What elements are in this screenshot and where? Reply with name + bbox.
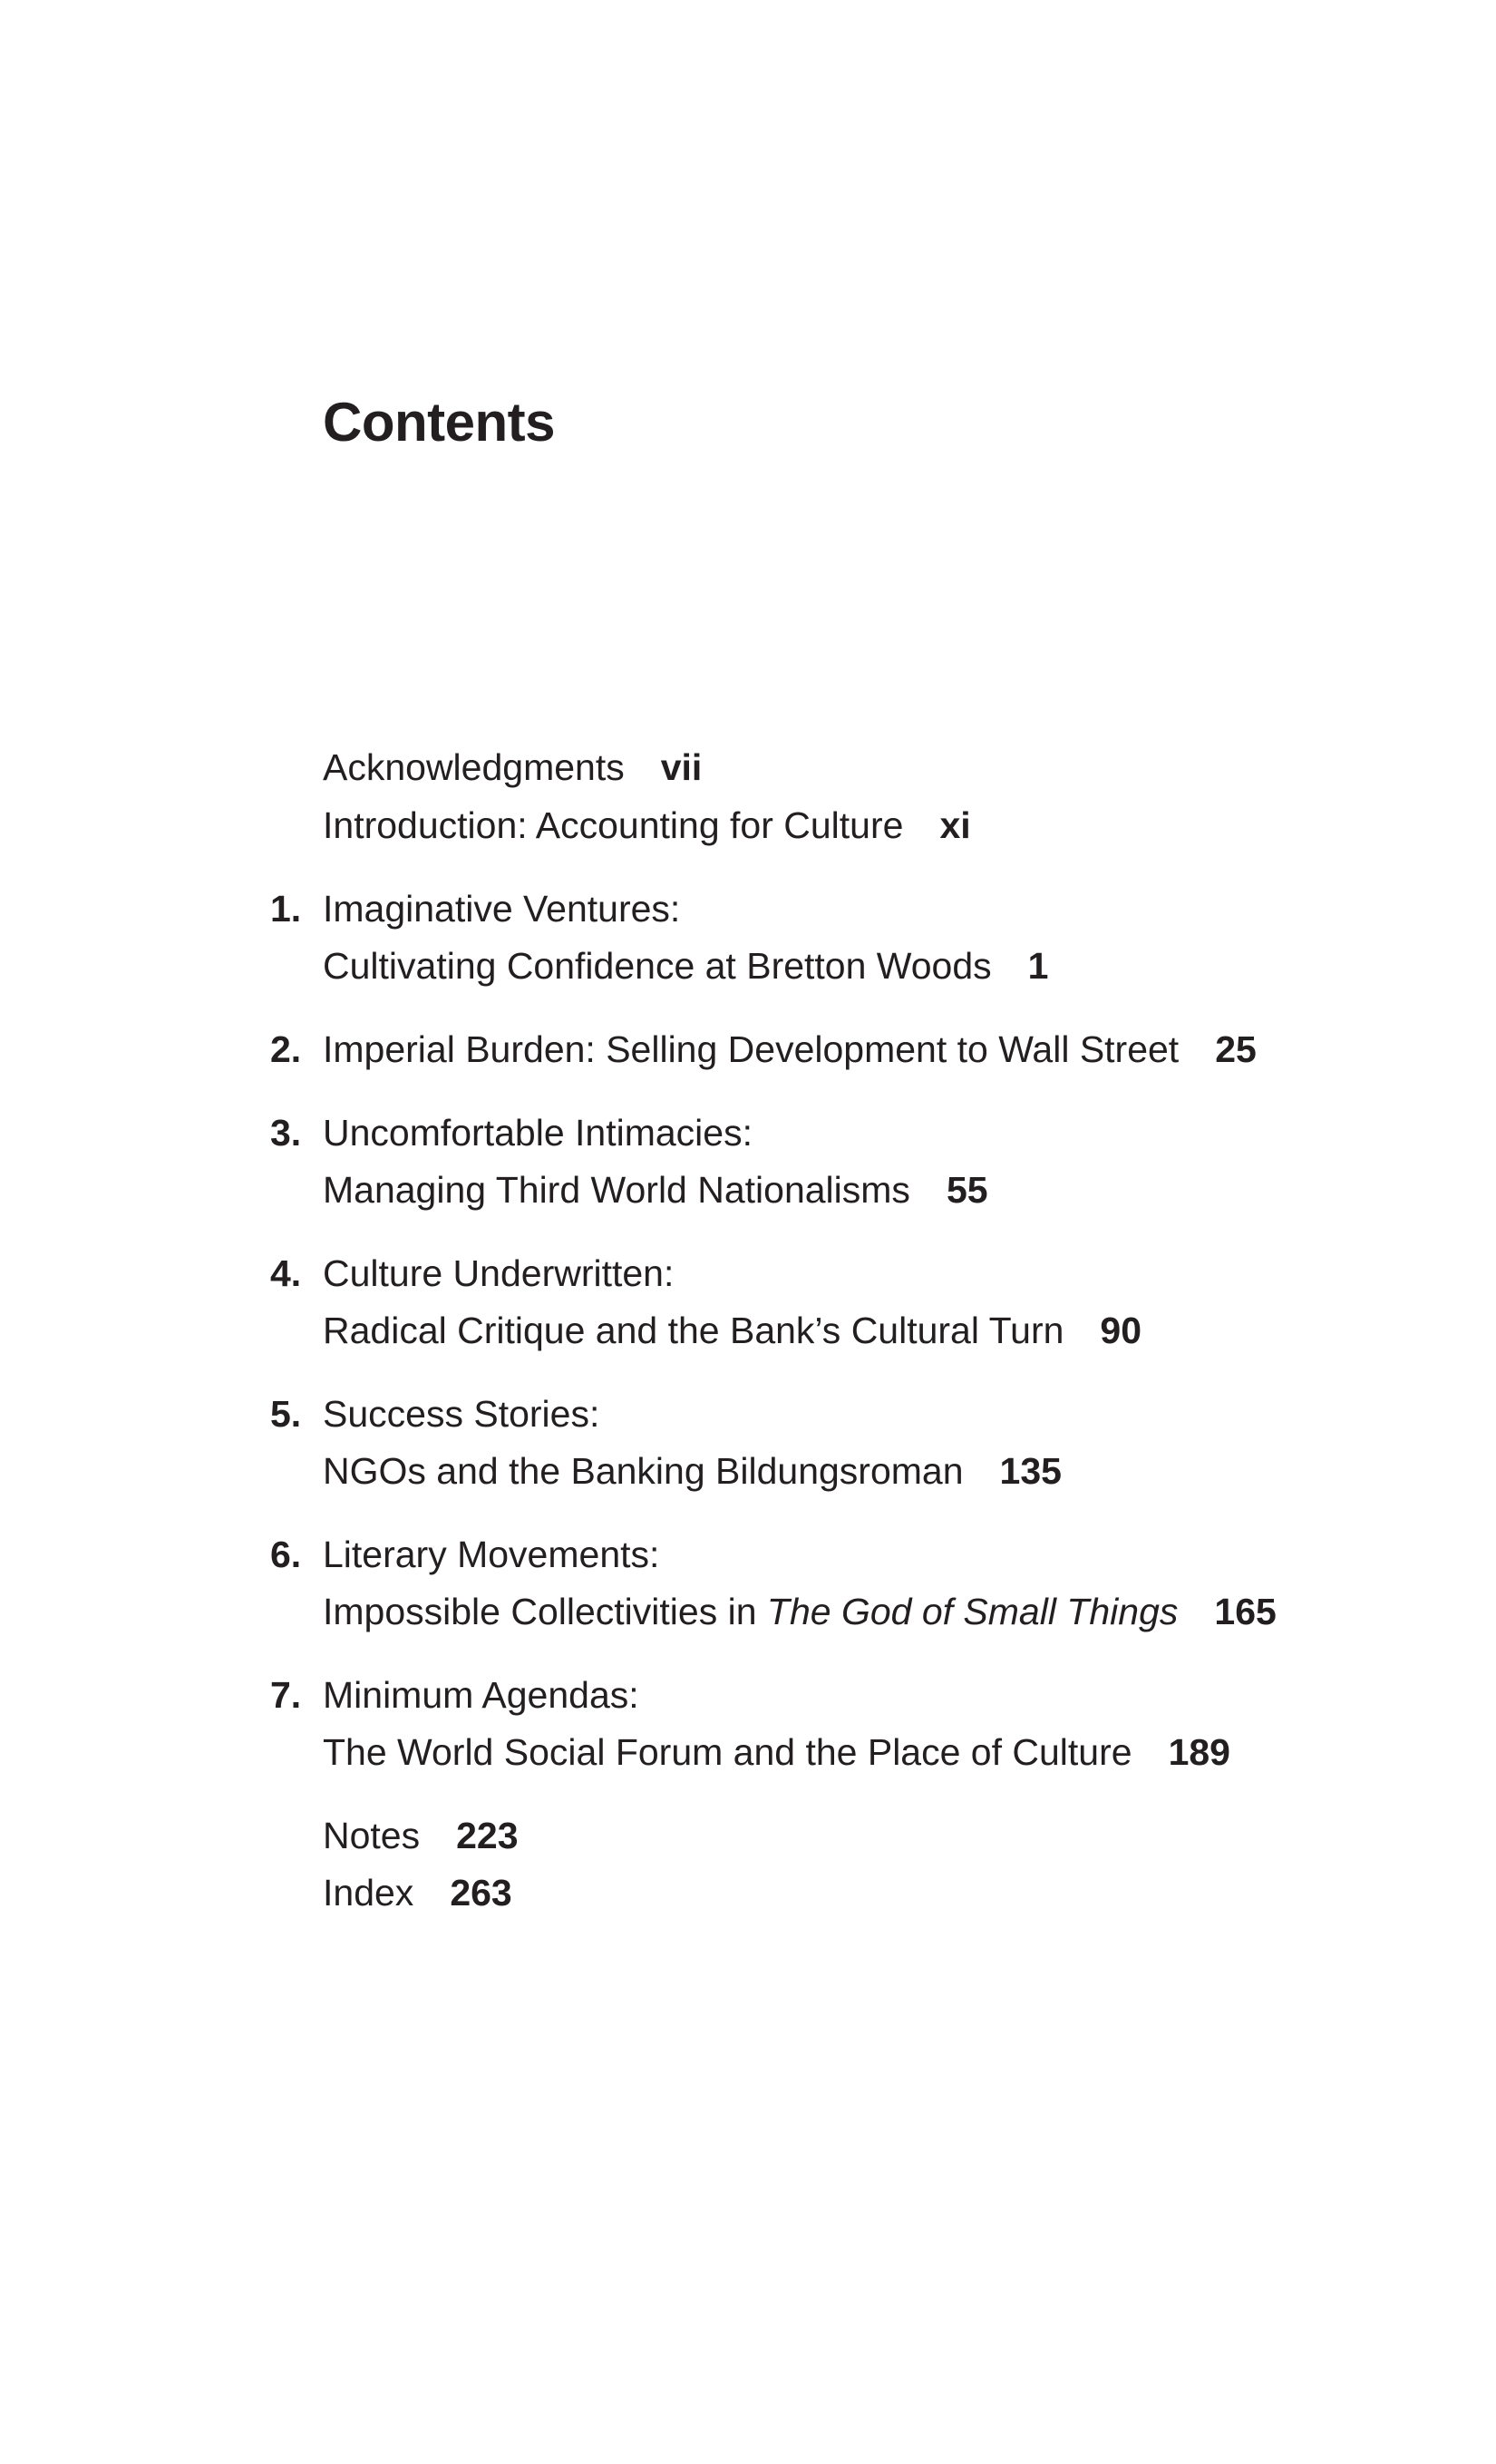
chapter-title: Imperial Burden: Selling Development to Wall Street bbox=[323, 1028, 1180, 1070]
chapter-title: Imaginative Ventures: bbox=[323, 888, 681, 930]
entry-page-number: vii bbox=[660, 746, 703, 788]
entry-label: Acknowledgments bbox=[323, 746, 625, 788]
chapter-number: 7. bbox=[270, 1674, 302, 1716]
chapter-subtitle: The World Social Forum and the Place of Culture bbox=[323, 1731, 1132, 1773]
entry-page-number: 1 bbox=[1027, 945, 1049, 987]
page-title: Contents bbox=[323, 392, 555, 453]
chapter-subtitle: NGOs and the Banking Bildungsroman bbox=[323, 1450, 964, 1492]
chapter-subtitle: Managing Third World Nationalisms bbox=[323, 1169, 910, 1211]
book-title-italic: The God of Small Things bbox=[766, 1591, 1179, 1632]
chapter-title: Uncomfortable Intimacies: bbox=[323, 1112, 753, 1154]
entry-page-number: 263 bbox=[450, 1872, 512, 1914]
entry-page-number: 55 bbox=[946, 1169, 988, 1211]
chapter-number: 4. bbox=[270, 1252, 302, 1294]
chapter-title: Success Stories: bbox=[323, 1393, 600, 1435]
chapter-number: 1. bbox=[270, 888, 302, 930]
entry-page-number: 223 bbox=[456, 1815, 519, 1856]
toc-entry-notes bbox=[323, 1817, 519, 1855]
chapter-title: Culture Underwritten: bbox=[323, 1252, 675, 1294]
entry-label: Index bbox=[323, 1872, 414, 1914]
chapter-number: 5. bbox=[270, 1393, 302, 1435]
chapter-title: Literary Movements: bbox=[323, 1534, 660, 1575]
entry-label: Notes bbox=[323, 1815, 421, 1856]
chapter-subtitle-line bbox=[323, 1731, 1230, 1773]
chapter-subtitle: Cultivating Confidence at Bretton Woods bbox=[323, 945, 992, 987]
entry-page-number: 165 bbox=[1214, 1591, 1277, 1632]
chapter-subtitle: Impossible Collectivities in bbox=[323, 1591, 767, 1632]
chapter-subtitle-line bbox=[323, 945, 1049, 987]
toc-entry-introduction bbox=[323, 804, 971, 846]
entry-label: Introduction: Accounting for Culture bbox=[323, 804, 904, 846]
chapter-subtitle-line bbox=[323, 1593, 1277, 1631]
chapter-subtitle: Radical Critique and the Bank’s Cultural Turn bbox=[323, 1310, 1064, 1351]
chapter-title-line bbox=[323, 1028, 1257, 1070]
chapter-subtitle-line bbox=[323, 1312, 1141, 1349]
toc-entry-index bbox=[323, 1872, 512, 1914]
entry-page-number: xi bbox=[939, 804, 971, 846]
entry-page-number: 25 bbox=[1215, 1028, 1257, 1070]
chapter-title: Minimum Agendas: bbox=[323, 1674, 639, 1716]
chapter-number: 3. bbox=[270, 1112, 302, 1154]
entry-page-number: 135 bbox=[999, 1450, 1062, 1492]
chapter-subtitle-line bbox=[323, 1450, 1062, 1492]
chapter-number: 2. bbox=[270, 1028, 302, 1070]
entry-page-number: 90 bbox=[1100, 1310, 1142, 1351]
entry-page-number: 189 bbox=[1168, 1731, 1230, 1773]
chapter-number: 6. bbox=[270, 1534, 302, 1575]
chapter-subtitle-line bbox=[323, 1169, 988, 1211]
toc-entry-acknowledgments bbox=[323, 746, 703, 788]
